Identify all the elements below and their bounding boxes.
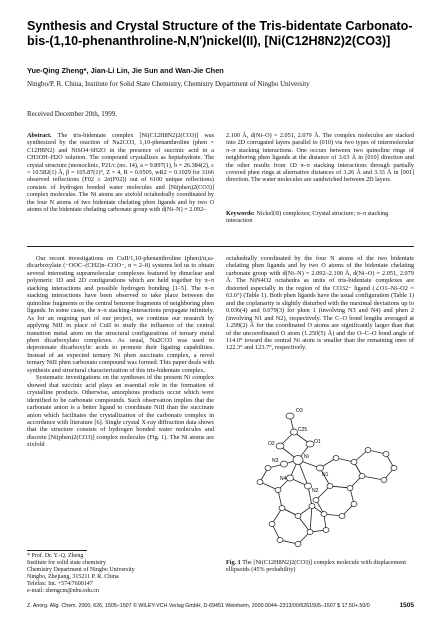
atom-label-n2: N2 — [312, 488, 319, 494]
body-left-column — [27, 255, 214, 449]
abstract-label: Abstract. — [27, 132, 52, 139]
abstract-left-text: The tris-bidentate complex [Ni(C12H8N2)2(CO3)] was synthesized by the reaction of Na2CO3, 1,10-phenanthroline (phen = C12H8N2) and NiSO4·6H2O in the presence of succinic acid in a CH3OH–H2O solution. The compound crystallizes as heptahydrate. The crystal structure (monoclinic, P21/c (no. 14), a = 9.897(1), b = 26.384(2), c = 10.582(1) Å, β = 105.87(1)°, Z = 4, R = 0.0505, wR2 = 0.1029 for 3166 observed reflections (F02 ≥ 2σ(F02)) out of 6100 unique reflections) consists of hydrogen bonded water molecules and [Ni(phen)2(CO3)] complex molecules. The Ni atoms are sixfold octahedrally coordinated by the four N atoms of two bidentate chelating phen ligands and by two O atoms of the bidentate chelating carbonate group with d(Ni–N) = 2.092– — [27, 132, 215, 214]
article-title: Synthesis and Crystal Structure of the Tris-bidentate Carbonato-bis-(1,10-phenanthroline-N,N′)nickel(II), [Ni(C12H8N2)2(CO3)] — [27, 19, 413, 48]
article-authors: Yue-Qing Zheng*, Jian-Li Lin, Jie Sun and Wan-Jie Chen — [27, 66, 224, 75]
footnote-divider — [27, 550, 87, 551]
footnote-line-3: Chemistry Department of Ningbo University — [27, 567, 135, 573]
abstract-right — [226, 132, 414, 184]
keywords — [226, 210, 414, 225]
atom-label-o3: O3 — [296, 408, 303, 414]
abstract-right-text: 2.100 Å, d(Ni–O) = 2.051, 2.079 Å. The complex molecules are stacked into 2D corrugated layers parallel to (010) via two types of intermolecular π–π stacking interactions. One occurs between two quinoline rings of neighboring phen ligands at the distance of 3.63 Å in [010] direction and the other results from 1D π–π stacking interactions through partially covered phen rings at alternative distances of 3.26 Å and 3.33 Å in [001] direction. The water molecules are sandwiched between 2D layers. — [226, 132, 414, 184]
footnote-line-1: Prof. Dr. Y.-Q. Zheng — [31, 553, 84, 559]
page-number: 1505 — [399, 602, 414, 609]
figure-caption — [226, 559, 414, 574]
footnote-line-2: Institute for solid state chemistry — [27, 560, 106, 566]
keywords-text: Nickel(II) complexes; Crystal structure; π–π stacking interaction — [226, 210, 389, 225]
figure-caption-text: The [Ni(C12H8N2)2(CO3)] complex molecule with displacement ellipsoids (45% probability) — [226, 559, 406, 574]
keywords-label: Keywords: — [226, 210, 255, 217]
atom-label-n1: N1 — [322, 472, 329, 478]
atom-label-c25: C25 — [298, 427, 308, 433]
atom-label-n4: N4 — [280, 476, 287, 482]
page-footer: Z. Anorg. Allg. Chem. 2000, 626, 1505–1507 © WILEY-VCH Verlag GmbH, D-69451 Weinheim, 2000 0044–2313/00/6261505–1507 $ 17.50+.50/0 — [27, 603, 370, 609]
molecule-atoms — [257, 413, 397, 547]
figure-label: Fig. 1 — [226, 559, 241, 566]
body-paragraph-1: Our recent investigations on CuII/1,10-phenanthroline (phen)/α,ω-dicarboxylate (−OOC–(CH2)n–COO−, n = 2–8) systems led us to obtain several interesting supramolecular complexes featured by dinuclear and polymeric 1D and 2D configurations which are held together by π–π stacking interactions and possible hydrogen bonding [1–5]. The π–π stacking interactions have been observed to take place between the quinoline fragments or the central benzene fragments of neighboring phen ligands. In some cases, the π–π stacking-interactions propagate infinitely. As for an ongoing part of our project, we continue our research by applying NiII in place of CuII to study the influence of the central transition metal atom on the structural configurations of ternary metal phen dicarboxylato complexes. As usual, Na2CO3 was used to deprotonate dicarboxylic acids to promote their ligating capabilities. Instead of an expected ternary Ni phen succinato complex, a novel ternary NiII phen carbonato compound was formed. This paper deals with synthesis and structural characterization of this tris-bidentate complex. — [27, 255, 214, 374]
article-affiliation: Ningbo/P. R. China, Institute for Solid State Chemistry, Chemistry Department of Ningbo University — [27, 80, 310, 88]
footnote — [27, 553, 214, 595]
atom-label-o1: O1 — [314, 439, 321, 445]
body-paragraph-3: octahedrally coordinated by the four N atoms of the two bidentate chelating phen ligands and by two O atoms of the bidentate chelating carbonate group with d(Ni–N) = 2.092–2.100 Å, d(Ni–O) = 2.051, 2.079 Å. The NiN4O2 octahedra as units of tris-bidentate complexes are distorted especially in the region of the CO32− ligand (∠O1–Ni–O2 = 63.6°) (Table 1). Both phen ligands have the usual configuration (Table 1) and the coplanarity is slightly disturbed with the maximal deviations up to 0.036(4) and 0.079(3) for phen 1 (involving N3 and N4) and phen 2 (involving N1 and N2), respectively. The C–O bond lengths averaged at 1.299(2) Å for the coordinated O atoms are significantly larger than that of the uncoordinated O atom (1.250(5) Å) and the O–C–O bond angle of 114.0° toward the central Ni atom is smaller than the remaining ones of 122.3° and 123.7°, respectively. — [226, 255, 414, 352]
abstract-left — [27, 132, 214, 213]
body-paragraph-2: Systematic investigations on the syntheses of the present Ni complex showed that succinic acid plays an essential role in the formation of crystalline products. Otherwise, amorphous products occur which were identified to be carbonate compounds. Such observation implies that the carbonate anion is a better ligand to coordinate NiII than the succinate anion which facilitates the crystallization of the carbonato complex in accordance with literature [6]. Single crystal X-ray diffraction data shows that the structure consists of hydrogen bonded water molecules and discrete [Ni(phen)2(CO3)] complex molecules (Fig. 1). The Ni atoms are sixfold — [27, 374, 214, 449]
body-right-column — [226, 255, 414, 352]
footnote-marker: * — [27, 553, 30, 559]
molecule-figure — [250, 398, 410, 548]
footnote-line-6: e-mail: zhengcm@nbu.edu.cn — [27, 588, 99, 594]
received-date: Received December 20th, 1999. — [27, 110, 117, 118]
section-divider — [27, 246, 414, 247]
atom-label-n3: N3 — [272, 458, 279, 464]
footnote-line-4: Ningbo, Zhejiang, 315211 P. R. China — [27, 574, 119, 580]
atom-label-ni: Ni — [304, 454, 309, 460]
footnote-line-5: Telefax: Int. +574/7600147 — [27, 581, 93, 587]
atom-label-o2: O2 — [268, 441, 275, 447]
